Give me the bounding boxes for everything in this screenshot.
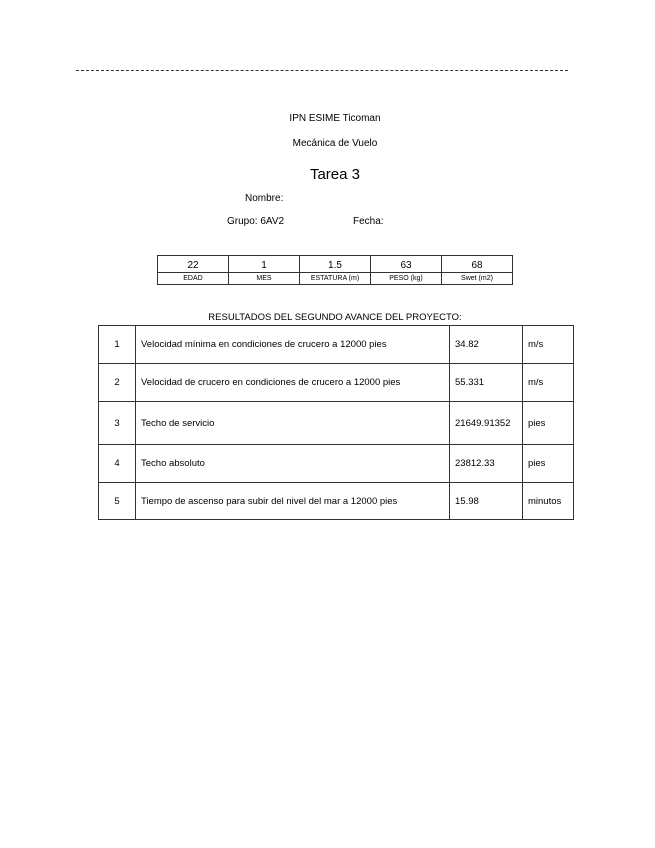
estatura-label: ESTATURA (m) <box>300 273 371 285</box>
row-value: 55.331 <box>450 364 523 402</box>
table-row <box>99 326 574 364</box>
table-row <box>99 402 574 445</box>
row-description: Velocidad de crucero en condiciones de crucero a 12000 pies <box>136 364 450 402</box>
fecha-label: Fecha: <box>353 216 384 227</box>
table-row <box>99 445 574 483</box>
row-unit: m/s <box>523 364 574 402</box>
row-value: 21649.91352 <box>450 402 523 445</box>
row-description: Techo de servicio <box>136 402 450 445</box>
row-description: Velocidad mínima en condiciones de crucero a 12000 pies <box>136 326 450 364</box>
table-row <box>99 483 574 520</box>
table-row <box>99 364 574 402</box>
grupo-label: Grupo: 6AV2 <box>227 216 285 227</box>
institution: IPN ESIME Ticoman <box>289 113 381 124</box>
row-unit: pies <box>523 445 574 483</box>
row-unit: minutos <box>523 483 574 520</box>
mes-label: MES <box>229 273 300 285</box>
row-unit: pies <box>523 402 574 445</box>
row-number: 5 <box>99 483 136 520</box>
swet-value: 68 <box>442 256 513 273</box>
row-number: 3 <box>99 402 136 445</box>
swet-label: Swet (m2) <box>442 273 513 285</box>
row-description: Tiempo de ascenso para subir del nivel del mar a 12000 pies <box>136 483 450 520</box>
personal-values-row <box>158 256 513 273</box>
estatura-value: 1.5 <box>300 256 371 273</box>
nombre-label: Nombre: <box>245 193 284 204</box>
personal-data-table <box>157 255 513 285</box>
row-value: 34.82 <box>450 326 523 364</box>
row-value: 15.98 <box>450 483 523 520</box>
personal-labels-row <box>158 273 513 285</box>
peso-value: 63 <box>371 256 442 273</box>
row-number: 4 <box>99 445 136 483</box>
edad-value: 22 <box>158 256 229 273</box>
mes-value: 1 <box>229 256 300 273</box>
peso-label: PESO (kg) <box>371 273 442 285</box>
row-description: Techo absoluto <box>136 445 450 483</box>
row-unit: m/s <box>523 326 574 364</box>
row-value: 23812.33 <box>450 445 523 483</box>
page-title: Tarea 3 <box>309 166 361 183</box>
edad-label: EDAD <box>158 273 229 285</box>
course-name: Mecánica de Vuelo <box>292 138 378 149</box>
results-heading: RESULTADOS DEL SEGUNDO AVANCE DEL PROYECTO: <box>208 312 462 323</box>
dashed-divider <box>76 70 568 71</box>
row-number: 1 <box>99 326 136 364</box>
results-table <box>98 325 574 520</box>
row-number: 2 <box>99 364 136 402</box>
